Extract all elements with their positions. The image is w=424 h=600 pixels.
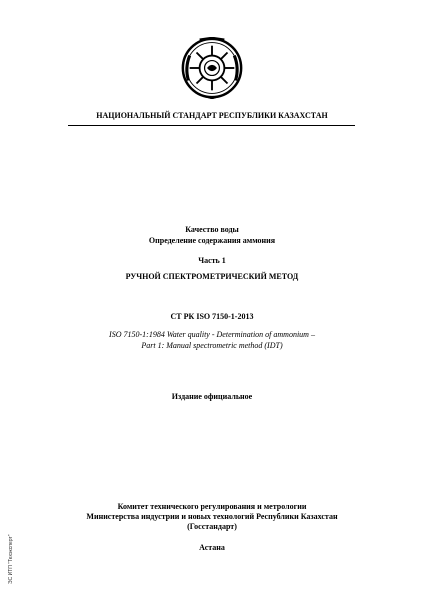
standard-code: СТ РК ISO 7150-1-2013 — [170, 312, 254, 321]
document-part: Часть 1 — [198, 256, 226, 265]
edition-label: Издание официальное — [171, 392, 253, 401]
state-emblem-icon — [181, 37, 243, 99]
city: Астана — [199, 543, 225, 552]
title-underline — [68, 125, 355, 126]
publisher-line3: (Госстандарт) — [187, 522, 237, 531]
document-method: РУЧНОЙ СПЕКТРОМЕТРИЧЕСКИЙ МЕТОД — [125, 272, 299, 281]
side-watermark: ЭС ИТП "Техэксперт" — [8, 534, 14, 584]
iso-reference-line2: Part 1: Manual spectrometric method (IDT) — [141, 341, 283, 350]
publisher-line1: Комитет технического регулирования и метрологии — [117, 502, 307, 511]
standard-title: НАЦИОНАЛЬНЫЙ СТАНДАРТ РЕСПУБЛИКИ КАЗАХСТАН — [96, 111, 328, 120]
document-title-line2: Определение содержания аммония — [148, 236, 276, 245]
document-title-line1: Качество воды — [185, 225, 239, 234]
iso-reference-line1: ISO 7150-1:1984 Water quality - Determination of ammonium – — [109, 330, 315, 339]
publisher-line2: Министерства индустрии и новых технологий Республики Казахстан — [86, 512, 338, 521]
